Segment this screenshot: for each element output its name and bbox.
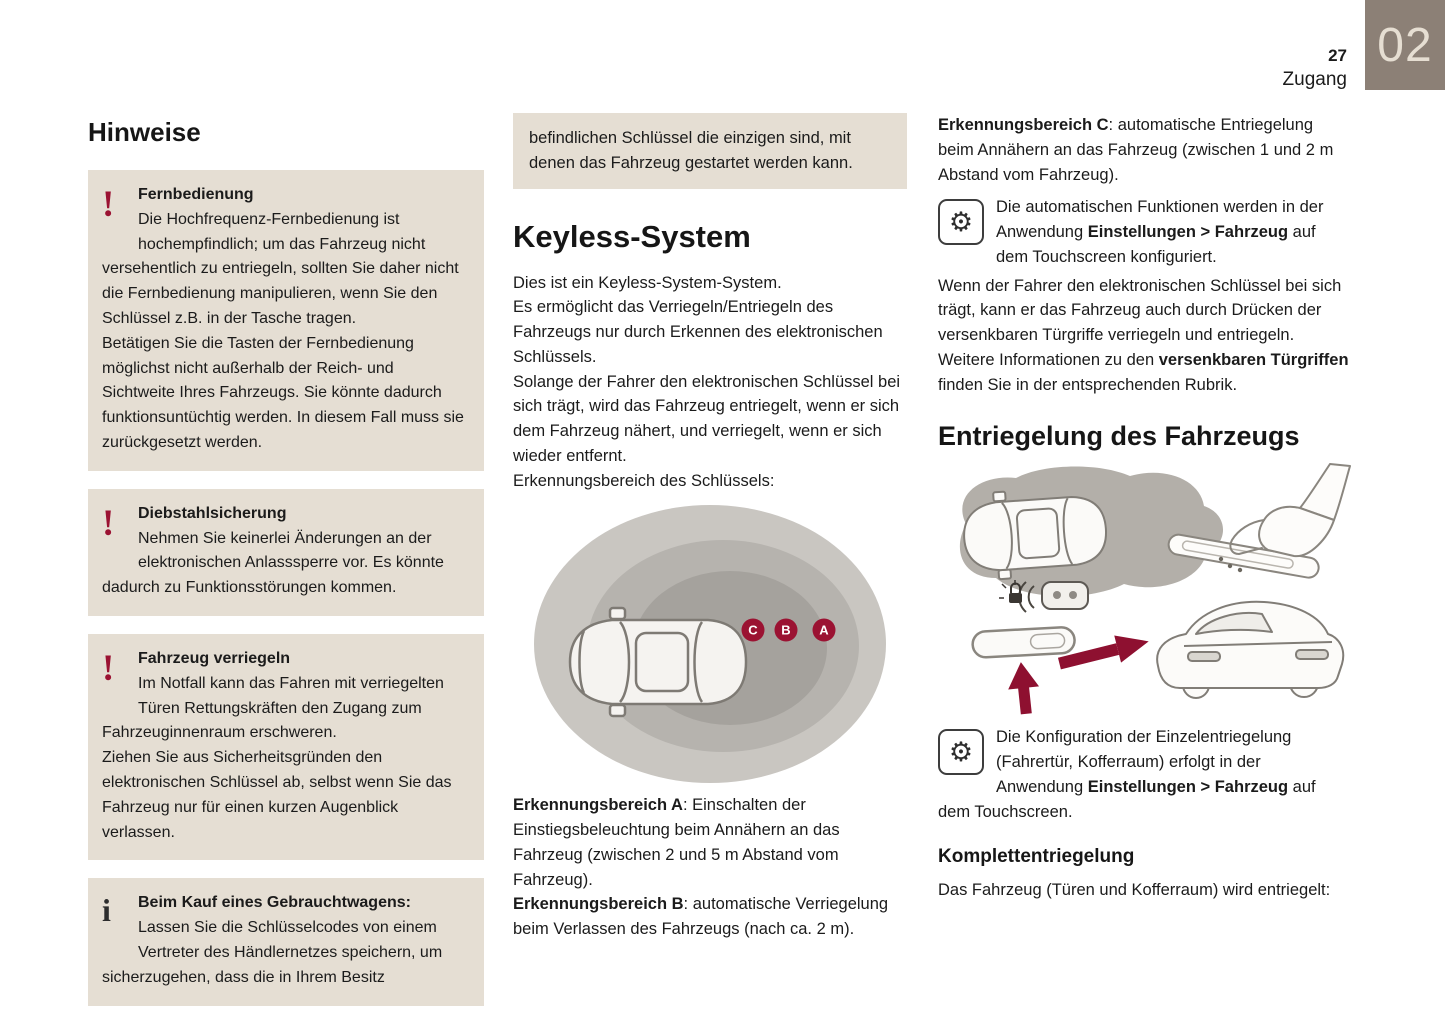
note-text: Ziehen Sie aus Sicherheitsgründen den elektronischen Schlüssel ab, selbst wenn Sie das Fahrzeug nur für einen kurzen Augenblick verlassen.	[102, 749, 452, 841]
note-text: Nehmen Sie keinerlei Änderungen an der elektronischen Anlasssperre vor. Es könnte dadurch zu Funktionsstörungen kommen.	[102, 529, 444, 597]
section-title: Zugang	[1282, 69, 1347, 90]
settings-note-text: Die automatischen Funktionen werden in der Anwendung Einstellungen > Fahrzeug auf dem Touchscreen konfiguriert.	[996, 198, 1324, 266]
warning-icon: !	[102, 184, 115, 225]
zone-label-c: C	[747, 622, 758, 638]
arrow-up-icon	[1005, 661, 1041, 716]
zone-labels	[741, 619, 835, 642]
keyless-paragraph: Dies ist ein Keyless-System-System.	[513, 273, 782, 292]
zone-a-description: Erkennungsbereich A: Einschalten der Einstiegsbeleuchtung beim Annähern an das Fahrzeug (zwischen 2 und 5 m Abstand vom Fahrzeug).	[513, 796, 840, 889]
left-column	[88, 113, 484, 1024]
warning-icon: !	[102, 647, 115, 689]
note-box-gebrauchtwagen	[88, 878, 484, 1005]
car-top-view	[570, 608, 746, 716]
note-box-diebstahlsicherung	[88, 489, 484, 616]
zone-label-a: A	[818, 622, 829, 638]
key-fob-icon	[999, 580, 1088, 612]
page-meta	[1283, 46, 1347, 91]
keyless-system-heading: Keyless-System	[513, 218, 751, 254]
note-text: Lassen Sie die Schlüsselcodes von einem Vertreter des Händlernetzes speichern, um sicherzugehen, dass die in Ihrem Besitz	[102, 919, 443, 986]
carryover-note-box: befindlichen Schlüssel die einzigen sind, mit denen das Fahrzeug gestartet werden kann.	[513, 113, 907, 189]
rear-car-view	[1157, 602, 1343, 698]
note-text: Im Notfall kann das Fahren mit verriegelten Türen Rettungskräften den Zugang zum Fahrzeuginnenraum erschweren.	[102, 674, 444, 742]
gear-icon: ⚙	[938, 199, 984, 245]
settings-note-text: Die Konfiguration der Einzelentriegelung (Fahrertür, Kofferraum) erfolgt in der Anwendung Einstellungen > Fahrzeug auf dem Touchscreen.	[938, 728, 1316, 821]
chapter-number: 02	[1377, 18, 1433, 72]
retractable-handles-paragraph: Wenn der Fahrer den elektronischen Schlüssel bei sich trägt, kann er das Fahrzeug auch durch Drücken der versenkbaren Türgriffe verriegeln und entriegeln.	[938, 276, 1342, 344]
unlock-illustration	[938, 462, 1351, 717]
komplettentriegelung-subheading: Komplettentriegelung	[938, 846, 1135, 868]
zone-label-b: B	[780, 622, 791, 638]
right-column	[938, 113, 1351, 903]
warning-icon: !	[102, 502, 115, 544]
hand-pressing-handle	[1230, 464, 1350, 556]
retractable-handles-reference: Weitere Informationen zu den versenkbaren Türgriffen finden Sie in der entsprechenden Rubrik.	[938, 350, 1349, 394]
zone-b-description: Erkennungsbereich B: automatische Verriegelung beim Verlassen des Fahrzeugs (nach ca. 2 m).	[513, 895, 889, 938]
settings-note-1	[938, 195, 1351, 269]
chapter-tab	[1365, 0, 1445, 90]
keyless-zones-illustration	[532, 503, 889, 785]
info-icon: i	[102, 892, 111, 929]
keyless-paragraph: Es ermöglicht das Verriegeln/Entriegeln des Fahrzeugs nur durch Erkennen des elektronischen Schlüssels.	[513, 298, 883, 366]
door-handle-closeup	[972, 627, 1075, 658]
note-text: Die Hochfrequenz-Fernbedienung ist hochempfindlich; um das Fahrzeug nicht versehentlich zu entriegeln, sollten Sie daher nicht die Fernbedienung manipulieren, wenn Sie den Schlüssel z.B. in der Tasche tragen.	[102, 210, 459, 327]
entriegelung-heading: Entriegelung des Fahrzeugs	[938, 421, 1300, 452]
zone-c-description: Erkennungsbereich C: automatische Entriegelung beim Annähern an das Fahrzeug (zwischen 1 und 2 m Abstand vom Fahrzeug).	[938, 116, 1334, 184]
keyless-paragraph: Solange der Fahrer den elektronischen Schlüssel bei sich trägt, wird das Fahrzeug entriegelt, wenn er sich dem Fahrzeug nähert, und verriegelt, wenn er sich wieder entfernt.	[513, 372, 901, 465]
note-box-fernbedienung	[88, 170, 484, 471]
page-number: 27	[1328, 46, 1347, 65]
note-box-fahrzeug-verriegeln	[88, 634, 484, 860]
note-title: Fernbedienung	[138, 186, 254, 203]
settings-note-2	[938, 725, 1351, 824]
note-title: Beim Kauf eines Gebrauchtwagens:	[138, 894, 411, 912]
gear-icon: ⚙	[938, 729, 984, 775]
middle-column	[513, 113, 907, 942]
hinweise-heading: Hinweise	[88, 117, 201, 147]
komplettentriegelung-paragraph: Das Fahrzeug (Türen und Kofferraum) wird entriegelt:	[938, 881, 1331, 900]
note-title: Diebstahlsicherung	[138, 504, 287, 522]
note-text: Betätigen Sie die Tasten der Fernbedienung möglichst nicht außerhalb der Reich- und Sichtweite Ihres Fahrzeugs. Sie könnte dadurch funktionsuntüchtig werden. In diesem Fall muss sie zurückgesetzt werden.	[102, 334, 464, 451]
note-title: Fahrzeug verriegeln	[138, 649, 291, 667]
keyless-paragraph: Erkennungsbereich des Schlüssels:	[513, 471, 775, 490]
